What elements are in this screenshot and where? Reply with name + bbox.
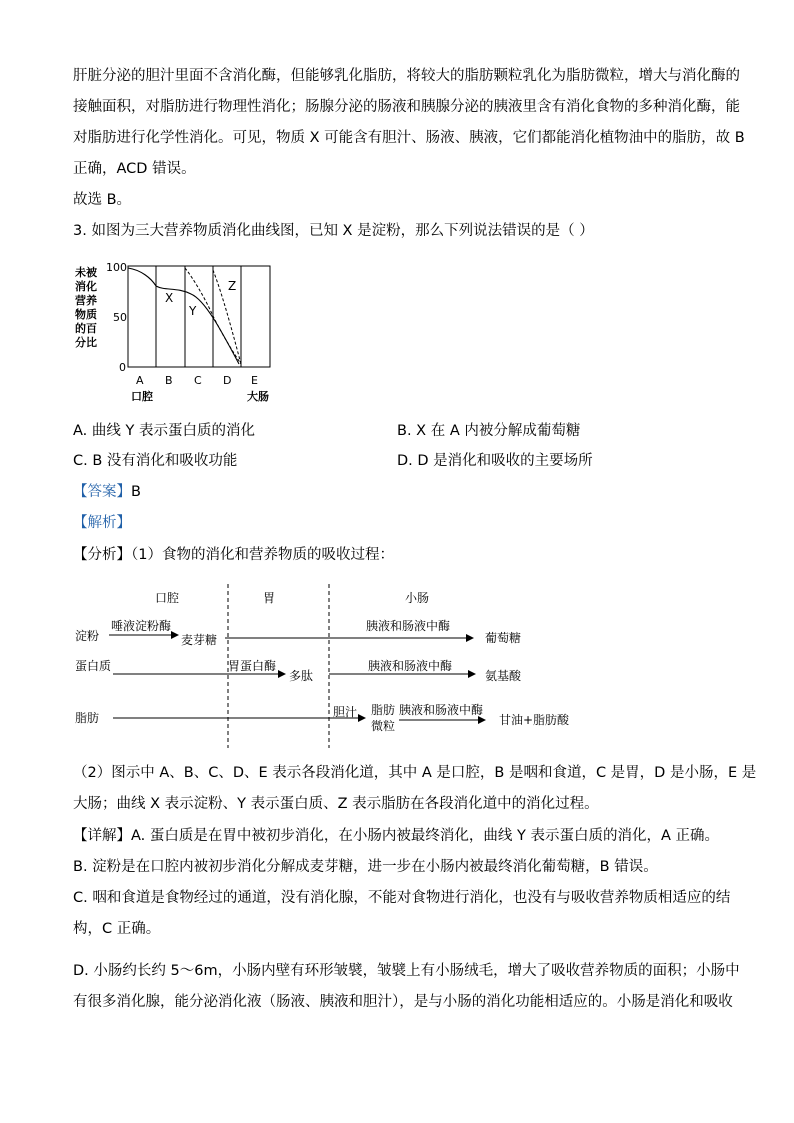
option-d: D. D 是消化和吸收的主要场所 <box>397 453 593 469</box>
curve-z <box>213 270 241 364</box>
curve-x <box>128 268 239 364</box>
region-small-intestine: 小肠 <box>405 591 430 605</box>
paragraph-line: 对脂肪进行化学性消化。可见，物质 X 可能含有胆汁、肠液、胰液，它们都能消化植物油中的脂肪，故 B <box>73 130 745 146</box>
ylabel-line: 的百 <box>75 322 97 335</box>
flow-glucose: 葡萄糖 <box>485 631 522 645</box>
detail-c: 构，C 正确。 <box>73 921 161 937</box>
flow-peptide: 多肽 <box>289 669 314 683</box>
region-oral: 口腔 <box>155 591 180 605</box>
answer-tag: 【答案】 <box>73 484 131 500</box>
answer-value: B <box>131 484 141 500</box>
paragraph-line: 正确，ACD 错误。 <box>73 161 196 177</box>
ylabel-line: 营养 <box>75 294 97 307</box>
analysis-intro <box>73 546 394 564</box>
detail-a-text: A. 蛋白质是在胃中被初步消化，在小肠内被最终消化，曲线 Y 表示蛋白质的消化，A 正确。 <box>131 828 719 844</box>
answer-line <box>73 483 141 501</box>
question-stem: 3. 如图为三大营养物质消化曲线图，已知 X 是淀粉，那么下列说法错误的是（ ） <box>73 223 594 239</box>
flow-maltose: 麦芽糖 <box>181 633 218 647</box>
flow-fat-droplet: 脂肪 <box>371 703 396 717</box>
digestion-flow-diagram <box>73 582 733 750</box>
detail-tag: 【详解】 <box>73 828 131 844</box>
ytick-label: 50 <box>113 311 127 324</box>
xtick-label: A <box>136 374 144 387</box>
curve-label-z: Z <box>228 279 237 293</box>
xtick-sublabel: 口腔 <box>131 390 153 403</box>
analysis-tag: 【解析】 <box>73 515 131 531</box>
option-b: B. X 在 A 内被分解成葡萄糖 <box>397 423 581 439</box>
flow-enzyme: 胰液和肠液中酶 <box>399 703 484 717</box>
xtick-sublabel: 大肠 <box>247 390 269 403</box>
curve-label-x: X <box>165 291 174 305</box>
flow-enzyme: 胰液和肠液中酶 <box>368 659 453 673</box>
analysis-intro-text: （1）食物的消化和营养物质的吸收过程： <box>131 547 394 563</box>
xtick-label: C <box>194 374 202 387</box>
paragraph-line: 故选 B。 <box>73 192 132 208</box>
digestion-curve-graph <box>73 258 283 408</box>
flow-fat-droplet: 微粒 <box>371 719 396 733</box>
option-a: A. 曲线 Y 表示蛋白质的消化 <box>73 423 255 439</box>
ylabel-line: 物质 <box>75 308 97 321</box>
detail-a <box>73 827 719 845</box>
xtick-label: E <box>251 374 258 387</box>
flow-glycerol-fatty-acid: 甘油+脂肪酸 <box>499 713 570 727</box>
analysis-intro-tag: 【分析】 <box>73 547 131 563</box>
flow-enzyme: 胰液和肠液中酶 <box>366 619 451 633</box>
ylabel-line: 未被 <box>75 266 97 279</box>
flow-amino-acid: 氨基酸 <box>485 669 522 683</box>
detail-d: 有很多消化腺，能分泌消化液（肠液、胰液和胆汁），是与小肠的消化功能相适应的。小肠是消化和吸收 <box>73 994 733 1010</box>
detail-c: C. 咽和食道是食物经过的通道，没有消化腺，不能对食物进行消化，也没有与吸收营养物质相适应的结 <box>73 890 731 906</box>
flow-enzyme: 唾液淀粉酶 <box>111 619 172 633</box>
ylabel-line: 分比 <box>75 336 97 349</box>
detail-b: B. 淀粉是在口腔内被初步消化分解成麦芽糖，进一步在小肠内被最终消化葡萄糖，B 错误。 <box>73 859 658 875</box>
xtick-label: B <box>165 374 173 387</box>
paragraph-line: 肝脏分泌的胆汁里面不含消化酶，但能够乳化脂肪，将较大的脂肪颗粒乳化为脂肪微粒，增大与消化酶的 <box>73 68 740 84</box>
analysis-heading <box>73 514 131 532</box>
flow-enzyme: 胆汁 <box>333 705 358 719</box>
paragraph-line: 接触面积，对脂肪进行物理性消化；肠腺分泌的肠液和胰腺分泌的胰液里含有消化食物的多种消化酶，能 <box>73 99 740 115</box>
xtick-label: D <box>223 374 232 387</box>
detail-d: D. 小肠约长约 5～6m，小肠内壁有环形皱襞，皱襞上有小肠绒毛，增大了吸收营养物质的面积；小肠中 <box>73 963 740 979</box>
flow-enzyme: 胃蛋白酶 <box>228 659 277 673</box>
plot-frame <box>128 266 270 367</box>
curve-label-y: Y <box>189 304 197 318</box>
flow-starch: 淀粉 <box>75 629 100 643</box>
option-c: C. B 没有消化和吸收功能 <box>73 453 238 469</box>
flow-protein: 蛋白质 <box>75 659 112 673</box>
flow-fat: 脂肪 <box>75 711 100 725</box>
paragraph-line: （2）图示中 A、B、C、D、E 表示各段消化道，其中 A 是口腔，B 是咽和食道，C 是胃，D 是小肠，E 是 <box>73 765 757 781</box>
ytick-label: 0 <box>119 361 126 374</box>
ylabel-line: 消化 <box>75 280 97 293</box>
paragraph-line: 大肠；曲线 X 表示淀粉、Y 表示蛋白质、Z 表示脂肪在各段消化道中的消化过程。 <box>73 796 599 812</box>
ytick-label: 100 <box>106 261 127 274</box>
region-stomach: 胃 <box>263 591 276 605</box>
